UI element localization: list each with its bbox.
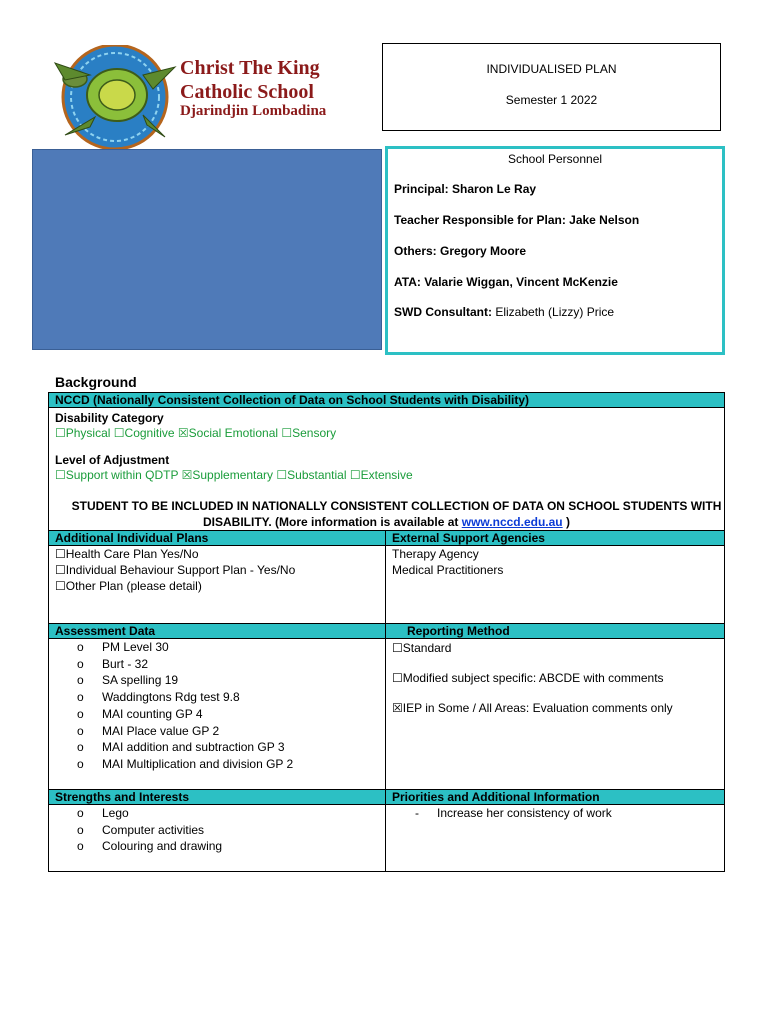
student-photo-placeholder — [32, 149, 382, 350]
nccd-statement-line1: STUDENT TO BE INCLUDED IN NATIONALLY CONSISTENT COLLECTION OF DATA ON SCHOOL STUDENTS WITH — [71, 499, 722, 513]
nccd-header-row — [49, 393, 724, 407]
list-item: o MAI Multiplication and division GP 2 — [77, 756, 294, 771]
list-item: o SA spelling 19 — [77, 673, 179, 688]
list-item: o MAI addition and subtraction GP 3 — [77, 740, 285, 755]
reporting-list — [392, 640, 451, 656]
reporting-item: ☐Standard — [392, 641, 452, 655]
assessment-header-row — [49, 624, 724, 638]
plan-semester: Semester 1 2022 — [505, 93, 598, 107]
reporting-item: ☒IEP in Some / All Areas: Evaluation comments only — [392, 701, 673, 715]
school-logo — [35, 45, 180, 155]
plans-right-list — [392, 546, 503, 578]
agency-item: Medical Practitioners — [392, 563, 504, 577]
school-name-line2: Catholic School — [180, 81, 314, 103]
personnel-title: School Personnel — [507, 152, 603, 166]
background-heading: Background — [55, 374, 137, 390]
plan-title: INDIVIDUALISED PLAN — [486, 62, 617, 76]
school-personnel-box — [385, 146, 725, 355]
list-item: o Colouring and drawing — [77, 839, 223, 854]
plans-header-left: Additional Individual Plans — [55, 531, 209, 545]
nccd-link[interactable]: www.nccd.edu.au — [461, 515, 563, 529]
personnel-teacher: Teacher Responsible for Plan: Jake Nelson — [394, 213, 640, 227]
list-item: o Waddingtons Rdg test 9.8 — [77, 690, 240, 705]
school-name-line1: Christ The King — [180, 57, 320, 79]
strengths-list — [49, 805, 222, 855]
swd-label: SWD Consultant: — [394, 305, 492, 319]
personnel-swd — [394, 305, 614, 319]
list-item: o MAI Place value GP 2 — [77, 723, 220, 738]
school-subtitle: Djarindjin Lombadina — [180, 103, 327, 119]
nccd-statement-pre: DISABILITY. (More information is available at — [203, 515, 462, 529]
strengths-header-row — [49, 790, 724, 804]
personnel-others: Others: Gregory Moore — [394, 244, 527, 258]
plan-header-box — [382, 43, 721, 131]
assessment-header-left: Assessment Data — [55, 624, 156, 638]
plan-item: ☐Other Plan (please detail) — [55, 579, 202, 593]
school-name — [180, 56, 320, 104]
nccd-header: NCCD (Nationally Consistent Collection of Data on School Students with Disability) — [55, 393, 530, 407]
disability-category-label: Disability Category — [55, 411, 164, 425]
turtle-emblem-icon — [35, 45, 180, 155]
strengths-header-left: Strengths and Interests — [55, 790, 190, 804]
plan-item: ☐Health Care Plan Yes/No — [55, 547, 199, 561]
column-divider — [385, 530, 386, 871]
nccd-statement-post: ) — [562, 515, 570, 529]
priority-item: - Increase her consistency of work — [415, 806, 612, 820]
plans-header-row — [49, 531, 724, 545]
assessment-list — [49, 639, 293, 773]
list-item: o Lego — [77, 806, 129, 820]
nccd-statement — [49, 498, 724, 530]
list-item: o Computer activities — [77, 822, 205, 837]
plan-item: ☐Individual Behaviour Support Plan - Yes/No — [55, 563, 296, 577]
disability-category-options: ☐Physical ☐Cognitive ☒Social Emotional ☐Sensory — [55, 426, 337, 440]
reporting-item: ☐Modified subject specific: ABCDE with comments — [392, 671, 664, 685]
list-item: o MAI counting GP 4 — [77, 706, 203, 721]
swd-value: Elizabeth (Lizzy) Price — [492, 305, 615, 319]
adjustment-level-options: ☐Support within QDTP ☒Supplementary ☐Substantial ☐Extensive — [55, 468, 413, 482]
plans-left-list — [55, 546, 295, 594]
nccd-statement-line2 — [49, 514, 724, 530]
list-item: o PM Level 30 — [77, 640, 169, 654]
priority-text: Increase her consistency of work — [437, 806, 612, 820]
strengths-header-right: Priorities and Additional Information — [392, 790, 600, 804]
plans-header-right: External Support Agencies — [392, 531, 545, 545]
background-table — [48, 392, 725, 872]
agency-item: Therapy Agency — [392, 547, 479, 561]
assessment-header-right: Reporting Method — [407, 624, 510, 638]
personnel-ata: ATA: Valarie Wiggan, Vincent McKenzie — [394, 275, 618, 289]
divider — [49, 407, 724, 408]
personnel-principal: Principal: Sharon Le Ray — [394, 182, 537, 196]
list-item: o Burt - 32 — [77, 656, 149, 671]
adjustment-level-label: Level of Adjustment — [55, 453, 170, 467]
